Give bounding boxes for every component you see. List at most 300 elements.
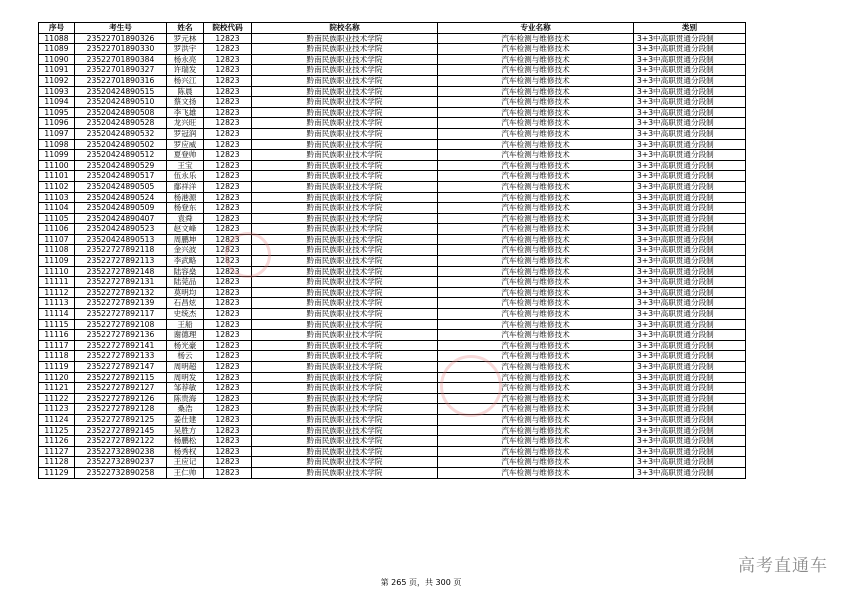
cell-category: 3+3中高职贯通分段制 [634, 86, 746, 97]
cell-name: 李武略 [167, 256, 204, 267]
cell-candidate-number: 23522727892147 [75, 362, 167, 373]
cell-name: 石昌炫 [167, 298, 204, 309]
cell-candidate-number: 23520424890529 [75, 160, 167, 171]
cell-category: 3+3中高职贯通分段制 [634, 287, 746, 298]
table-row [39, 330, 746, 341]
cell-candidate-number: 23522727892126 [75, 393, 167, 404]
cell-major-name: 汽车检测与维修技术 [438, 309, 634, 320]
table-row [39, 340, 746, 351]
cell-candidate-number: 23520424890510 [75, 97, 167, 108]
cell-name: 王应记 [167, 457, 204, 468]
cell-school-name: 黔南民族职业技术学院 [252, 383, 438, 394]
cell-name: 蔡文扬 [167, 97, 204, 108]
cell-school-code: 12823 [204, 139, 252, 150]
cell-name: 陆容燊 [167, 266, 204, 277]
cell-school-name: 黔南民族职业技术学院 [252, 150, 438, 161]
cell-major-name: 汽车检测与维修技术 [438, 203, 634, 214]
cell-school-name: 黔南民族职业技术学院 [252, 362, 438, 373]
cell-category: 3+3中高职贯通分段制 [634, 256, 746, 267]
cell-school-code: 12823 [204, 33, 252, 44]
table-row [39, 266, 746, 277]
cell-school-code: 12823 [204, 404, 252, 415]
table-row [39, 33, 746, 44]
cell-candidate-number: 23520424890524 [75, 192, 167, 203]
table-row [39, 86, 746, 97]
cell-name: 王船 [167, 319, 204, 330]
cell-school-code: 12823 [204, 44, 252, 55]
table-row [39, 160, 746, 171]
cell-school-name: 黔南民族职业技术学院 [252, 128, 438, 139]
cell-name: 史统杰 [167, 309, 204, 320]
cell-major-name: 汽车检测与维修技术 [438, 224, 634, 235]
cell-school-name: 黔南民族职业技术学院 [252, 224, 438, 235]
cell-school-code: 12823 [204, 266, 252, 277]
cell-school-code: 12823 [204, 65, 252, 76]
cell-serial-number: 11116 [39, 330, 75, 341]
cell-category: 3+3中高职贯通分段制 [634, 75, 746, 86]
cell-major-name: 汽车检测与维修技术 [438, 372, 634, 383]
watermark-text: 高考直通车 [738, 556, 828, 576]
cell-category: 3+3中高职贯通分段制 [634, 44, 746, 55]
cell-major-name: 汽车检测与维修技术 [438, 404, 634, 415]
header-major-name: 专业名称 [438, 23, 634, 34]
table-row [39, 351, 746, 362]
cell-category: 3+3中高职贯通分段制 [634, 118, 746, 129]
cell-category: 3+3中高职贯通分段制 [634, 351, 746, 362]
cell-serial-number: 11124 [39, 414, 75, 425]
cell-school-code: 12823 [204, 436, 252, 447]
cell-major-name: 汽车检测与维修技术 [438, 351, 634, 362]
cell-school-name: 黔南民族职业技术学院 [252, 33, 438, 44]
cell-candidate-number: 23522701890384 [75, 54, 167, 65]
cell-school-name: 黔南民族职业技术学院 [252, 436, 438, 447]
table-row [39, 54, 746, 65]
cell-candidate-number: 23520424890505 [75, 181, 167, 192]
cell-school-name: 黔南民族职业技术学院 [252, 393, 438, 404]
cell-school-name: 黔南民族职业技术学院 [252, 330, 438, 341]
cell-school-code: 12823 [204, 192, 252, 203]
cell-name: 杨秀权 [167, 446, 204, 457]
cell-school-code: 12823 [204, 181, 252, 192]
cell-category: 3+3中高职贯通分段制 [634, 97, 746, 108]
cell-serial-number: 11088 [39, 33, 75, 44]
cell-name: 李飞雄 [167, 107, 204, 118]
cell-school-name: 黔南民族职业技术学院 [252, 277, 438, 288]
cell-name: 袁舜 [167, 213, 204, 224]
cell-major-name: 汽车检测与维修技术 [438, 467, 634, 478]
cell-serial-number: 11125 [39, 425, 75, 436]
cell-name: 陈晨 [167, 86, 204, 97]
cell-major-name: 汽车检测与维修技术 [438, 245, 634, 256]
cell-name: 吴胜方 [167, 425, 204, 436]
cell-serial-number: 11089 [39, 44, 75, 55]
cell-school-code: 12823 [204, 128, 252, 139]
cell-category: 3+3中高职贯通分段制 [634, 234, 746, 245]
cell-candidate-number: 23522701890326 [75, 33, 167, 44]
cell-candidate-number: 23520424890509 [75, 203, 167, 214]
header-serial-number: 序号 [39, 23, 75, 34]
cell-name: 许瑞发 [167, 65, 204, 76]
cell-serial-number: 11113 [39, 298, 75, 309]
table-row [39, 467, 746, 478]
table-row [39, 436, 746, 447]
cell-name: 莫明均 [167, 287, 204, 298]
header-name: 姓名 [167, 23, 204, 34]
cell-major-name: 汽车检测与维修技术 [438, 86, 634, 97]
cell-candidate-number: 23520424890517 [75, 171, 167, 182]
cell-category: 3+3中高职贯通分段制 [634, 436, 746, 447]
cell-school-code: 12823 [204, 362, 252, 373]
table-row [39, 75, 746, 86]
cell-name: 伍永乐 [167, 171, 204, 182]
table-row [39, 245, 746, 256]
cell-school-code: 12823 [204, 457, 252, 468]
cell-candidate-number: 23522727892136 [75, 330, 167, 341]
cell-name: 赵文峰 [167, 224, 204, 235]
cell-serial-number: 11104 [39, 203, 75, 214]
cell-name: 龙兴旺 [167, 118, 204, 129]
cell-category: 3+3中高职贯通分段制 [634, 150, 746, 161]
table-row [39, 393, 746, 404]
cell-serial-number: 11128 [39, 457, 75, 468]
cell-candidate-number: 23522727892122 [75, 436, 167, 447]
cell-school-code: 12823 [204, 75, 252, 86]
cell-major-name: 汽车检测与维修技术 [438, 44, 634, 55]
admission-list-table [38, 22, 746, 479]
cell-category: 3+3中高职贯通分段制 [634, 393, 746, 404]
cell-candidate-number: 23522727892115 [75, 372, 167, 383]
cell-category: 3+3中高职贯通分段制 [634, 340, 746, 351]
cell-candidate-number: 23522727892118 [75, 245, 167, 256]
cell-category: 3+3中高职贯通分段制 [634, 181, 746, 192]
cell-school-code: 12823 [204, 393, 252, 404]
cell-school-code: 12823 [204, 372, 252, 383]
table-row [39, 256, 746, 267]
cell-school-name: 黔南民族职业技术学院 [252, 44, 438, 55]
table-row [39, 150, 746, 161]
table-row [39, 224, 746, 235]
cell-major-name: 汽车检测与维修技术 [438, 65, 634, 76]
cell-school-name: 黔南民族职业技术学院 [252, 414, 438, 425]
cell-category: 3+3中高职贯通分段制 [634, 54, 746, 65]
cell-name: 杨永亮 [167, 54, 204, 65]
cell-name: 姜仕建 [167, 414, 204, 425]
header-school-code: 院校代码 [204, 23, 252, 34]
cell-school-name: 黔南民族职业技术学院 [252, 256, 438, 267]
cell-name: 陆莞品 [167, 277, 204, 288]
table-row [39, 65, 746, 76]
cell-major-name: 汽车检测与维修技术 [438, 330, 634, 341]
cell-candidate-number: 23520424890513 [75, 234, 167, 245]
cell-serial-number: 11109 [39, 256, 75, 267]
cell-category: 3+3中高职贯通分段制 [634, 266, 746, 277]
table-row [39, 97, 746, 108]
table-row [39, 287, 746, 298]
cell-name: 罗元林 [167, 33, 204, 44]
cell-major-name: 汽车检测与维修技术 [438, 457, 634, 468]
cell-major-name: 汽车检测与维修技术 [438, 97, 634, 108]
cell-candidate-number: 23520424890407 [75, 213, 167, 224]
table-row [39, 139, 746, 150]
cell-candidate-number: 23522732890238 [75, 446, 167, 457]
cell-school-code: 12823 [204, 287, 252, 298]
cell-category: 3+3中高职贯通分段制 [634, 224, 746, 235]
cell-school-code: 12823 [204, 351, 252, 362]
cell-serial-number: 11107 [39, 234, 75, 245]
cell-serial-number: 11123 [39, 404, 75, 415]
cell-name: 杨港源 [167, 192, 204, 203]
table-row [39, 128, 746, 139]
cell-category: 3+3中高职贯通分段制 [634, 245, 746, 256]
cell-school-name: 黔南民族职业技术学院 [252, 467, 438, 478]
cell-category: 3+3中高职贯通分段制 [634, 277, 746, 288]
cell-school-name: 黔南民族职业技术学院 [252, 446, 438, 457]
cell-name: 杨登东 [167, 203, 204, 214]
cell-category: 3+3中高职贯通分段制 [634, 298, 746, 309]
cell-candidate-number: 23522727892132 [75, 287, 167, 298]
cell-school-name: 黔南民族职业技术学院 [252, 425, 438, 436]
cell-candidate-number: 23522701890316 [75, 75, 167, 86]
cell-name: 杨光豪 [167, 340, 204, 351]
cell-candidate-number: 23520424890502 [75, 139, 167, 150]
cell-candidate-number: 23520424890532 [75, 128, 167, 139]
cell-school-code: 12823 [204, 171, 252, 182]
cell-school-name: 黔南民族职业技术学院 [252, 75, 438, 86]
cell-school-name: 黔南民族职业技术学院 [252, 65, 438, 76]
cell-school-name: 黔南民族职业技术学院 [252, 234, 438, 245]
cell-serial-number: 11097 [39, 128, 75, 139]
cell-category: 3+3中高职贯通分段制 [634, 414, 746, 425]
cell-category: 3+3中高职贯通分段制 [634, 128, 746, 139]
cell-school-name: 黔南民族职业技术学院 [252, 404, 438, 415]
cell-category: 3+3中高职贯通分段制 [634, 33, 746, 44]
table-row [39, 44, 746, 55]
cell-name: 罗洪宇 [167, 44, 204, 55]
cell-name: 周鹏坤 [167, 234, 204, 245]
table-row [39, 213, 746, 224]
cell-major-name: 汽车检测与维修技术 [438, 414, 634, 425]
table-row [39, 319, 746, 330]
cell-major-name: 汽车检测与维修技术 [438, 118, 634, 129]
table-row [39, 118, 746, 129]
cell-major-name: 汽车检测与维修技术 [438, 160, 634, 171]
cell-serial-number: 11112 [39, 287, 75, 298]
cell-school-code: 12823 [204, 446, 252, 457]
cell-serial-number: 11098 [39, 139, 75, 150]
cell-serial-number: 11114 [39, 309, 75, 320]
cell-serial-number: 11122 [39, 393, 75, 404]
cell-name: 谢德理 [167, 330, 204, 341]
cell-major-name: 汽车检测与维修技术 [438, 277, 634, 288]
table-row [39, 362, 746, 373]
cell-category: 3+3中高职贯通分段制 [634, 404, 746, 415]
cell-major-name: 汽车检测与维修技术 [438, 128, 634, 139]
page-footer: 第 265 页，共 300 页 [380, 578, 462, 587]
cell-school-name: 黔南民族职业技术学院 [252, 340, 438, 351]
cell-category: 3+3中高职贯通分段制 [634, 372, 746, 383]
cell-school-name: 黔南民族职业技术学院 [252, 245, 438, 256]
cell-name: 陈贵海 [167, 393, 204, 404]
cell-major-name: 汽车检测与维修技术 [438, 446, 634, 457]
cell-serial-number: 11100 [39, 160, 75, 171]
cell-serial-number: 11117 [39, 340, 75, 351]
cell-serial-number: 11093 [39, 86, 75, 97]
cell-school-code: 12823 [204, 309, 252, 320]
cell-category: 3+3中高职贯通分段制 [634, 139, 746, 150]
cell-candidate-number: 23522701890327 [75, 65, 167, 76]
cell-school-name: 黔南民族职业技术学院 [252, 351, 438, 362]
table-row [39, 383, 746, 394]
cell-category: 3+3中高职贯通分段制 [634, 467, 746, 478]
table-row [39, 298, 746, 309]
table-row [39, 107, 746, 118]
table-row [39, 203, 746, 214]
cell-name: 周明超 [167, 362, 204, 373]
cell-major-name: 汽车检测与维修技术 [438, 436, 634, 447]
cell-serial-number: 11102 [39, 181, 75, 192]
table-row [39, 414, 746, 425]
cell-serial-number: 11121 [39, 383, 75, 394]
cell-candidate-number: 23522727892108 [75, 319, 167, 330]
cell-candidate-number: 23522727892125 [75, 414, 167, 425]
cell-school-name: 黔南民族职业技术学院 [252, 118, 438, 129]
cell-category: 3+3中高职贯通分段制 [634, 309, 746, 320]
cell-major-name: 汽车检测与维修技术 [438, 75, 634, 86]
cell-school-name: 黔南民族职业技术学院 [252, 107, 438, 118]
cell-candidate-number: 23522727892131 [75, 277, 167, 288]
cell-name: 鄢祥洋 [167, 181, 204, 192]
table-row [39, 372, 746, 383]
cell-name: 杨鹏松 [167, 436, 204, 447]
cell-school-name: 黔南民族职业技术学院 [252, 266, 438, 277]
cell-candidate-number: 23522727892139 [75, 298, 167, 309]
cell-major-name: 汽车检测与维修技术 [438, 393, 634, 404]
cell-category: 3+3中高职贯通分段制 [634, 425, 746, 436]
table-row [39, 457, 746, 468]
cell-category: 3+3中高职贯通分段制 [634, 213, 746, 224]
cell-serial-number: 11092 [39, 75, 75, 86]
header-school-name: 院校名称 [252, 23, 438, 34]
header-candidate-number: 考生号 [75, 23, 167, 34]
cell-school-code: 12823 [204, 150, 252, 161]
table-row [39, 446, 746, 457]
cell-school-code: 12823 [204, 340, 252, 351]
cell-category: 3+3中高职贯通分段制 [634, 107, 746, 118]
table-row [39, 171, 746, 182]
cell-serial-number: 11127 [39, 446, 75, 457]
cell-candidate-number: 23522732890237 [75, 457, 167, 468]
cell-school-code: 12823 [204, 203, 252, 214]
table-row [39, 234, 746, 245]
cell-name: 周明发 [167, 372, 204, 383]
cell-name: 王仁帅 [167, 467, 204, 478]
cell-serial-number: 11091 [39, 65, 75, 76]
cell-school-code: 12823 [204, 425, 252, 436]
cell-serial-number: 11094 [39, 97, 75, 108]
cell-name: 王宝 [167, 160, 204, 171]
cell-school-name: 黔南民族职业技术学院 [252, 54, 438, 65]
cell-name: 杨兴江 [167, 75, 204, 86]
cell-category: 3+3中高职贯通分段制 [634, 171, 746, 182]
cell-major-name: 汽车检测与维修技术 [438, 54, 634, 65]
cell-category: 3+3中高职贯通分段制 [634, 319, 746, 330]
cell-major-name: 汽车检测与维修技术 [438, 150, 634, 161]
cell-major-name: 汽车检测与维修技术 [438, 362, 634, 373]
cell-school-name: 黔南民族职业技术学院 [252, 160, 438, 171]
cell-serial-number: 11105 [39, 213, 75, 224]
cell-major-name: 汽车检测与维修技术 [438, 319, 634, 330]
cell-school-name: 黔南民族职业技术学院 [252, 192, 438, 203]
cell-candidate-number: 23522701890330 [75, 44, 167, 55]
table-row [39, 181, 746, 192]
cell-school-name: 黔南民族职业技术学院 [252, 97, 438, 108]
cell-category: 3+3中高职贯通分段制 [634, 457, 746, 468]
cell-school-code: 12823 [204, 383, 252, 394]
table-row [39, 309, 746, 320]
cell-school-code: 12823 [204, 107, 252, 118]
cell-name: 杨云 [167, 351, 204, 362]
cell-candidate-number: 23522727892127 [75, 383, 167, 394]
cell-school-code: 12823 [204, 54, 252, 65]
cell-school-code: 12823 [204, 256, 252, 267]
cell-serial-number: 11103 [39, 192, 75, 203]
cell-category: 3+3中高职贯通分段制 [634, 330, 746, 341]
cell-major-name: 汽车检测与维修技术 [438, 192, 634, 203]
cell-school-code: 12823 [204, 298, 252, 309]
cell-major-name: 汽车检测与维修技术 [438, 425, 634, 436]
cell-major-name: 汽车检测与维修技术 [438, 33, 634, 44]
cell-category: 3+3中高职贯通分段制 [634, 160, 746, 171]
cell-candidate-number: 23522727892148 [75, 266, 167, 277]
cell-major-name: 汽车检测与维修技术 [438, 234, 634, 245]
cell-major-name: 汽车检测与维修技术 [438, 383, 634, 394]
cell-serial-number: 11108 [39, 245, 75, 256]
cell-major-name: 汽车检测与维修技术 [438, 340, 634, 351]
cell-candidate-number: 23520424890508 [75, 107, 167, 118]
cell-serial-number: 11119 [39, 362, 75, 373]
cell-school-name: 黔南民族职业技术学院 [252, 372, 438, 383]
cell-candidate-number: 23522727892133 [75, 351, 167, 362]
cell-school-code: 12823 [204, 414, 252, 425]
table-row [39, 277, 746, 288]
cell-school-name: 黔南民族职业技术学院 [252, 319, 438, 330]
cell-school-code: 12823 [204, 213, 252, 224]
table-row [39, 192, 746, 203]
cell-school-name: 黔南民族职业技术学院 [252, 287, 438, 298]
cell-candidate-number: 23522727892113 [75, 256, 167, 267]
cell-school-code: 12823 [204, 160, 252, 171]
cell-candidate-number: 23522727892141 [75, 340, 167, 351]
cell-candidate-number: 23520424890528 [75, 118, 167, 129]
cell-serial-number: 11118 [39, 351, 75, 362]
cell-name: 罗冠润 [167, 128, 204, 139]
cell-major-name: 汽车检测与维修技术 [438, 266, 634, 277]
cell-school-code: 12823 [204, 467, 252, 478]
cell-serial-number: 11106 [39, 224, 75, 235]
cell-school-code: 12823 [204, 319, 252, 330]
cell-category: 3+3中高职贯通分段制 [634, 203, 746, 214]
cell-candidate-number: 23520424890512 [75, 150, 167, 161]
cell-category: 3+3中高职贯通分段制 [634, 65, 746, 76]
cell-school-name: 黔南民族职业技术学院 [252, 86, 438, 97]
cell-school-name: 黔南民族职业技术学院 [252, 203, 438, 214]
cell-category: 3+3中高职贯通分段制 [634, 192, 746, 203]
cell-school-name: 黔南民族职业技术学院 [252, 171, 438, 182]
cell-serial-number: 11129 [39, 467, 75, 478]
cell-school-code: 12823 [204, 224, 252, 235]
cell-serial-number: 11120 [39, 372, 75, 383]
cell-major-name: 汽车检测与维修技术 [438, 298, 634, 309]
